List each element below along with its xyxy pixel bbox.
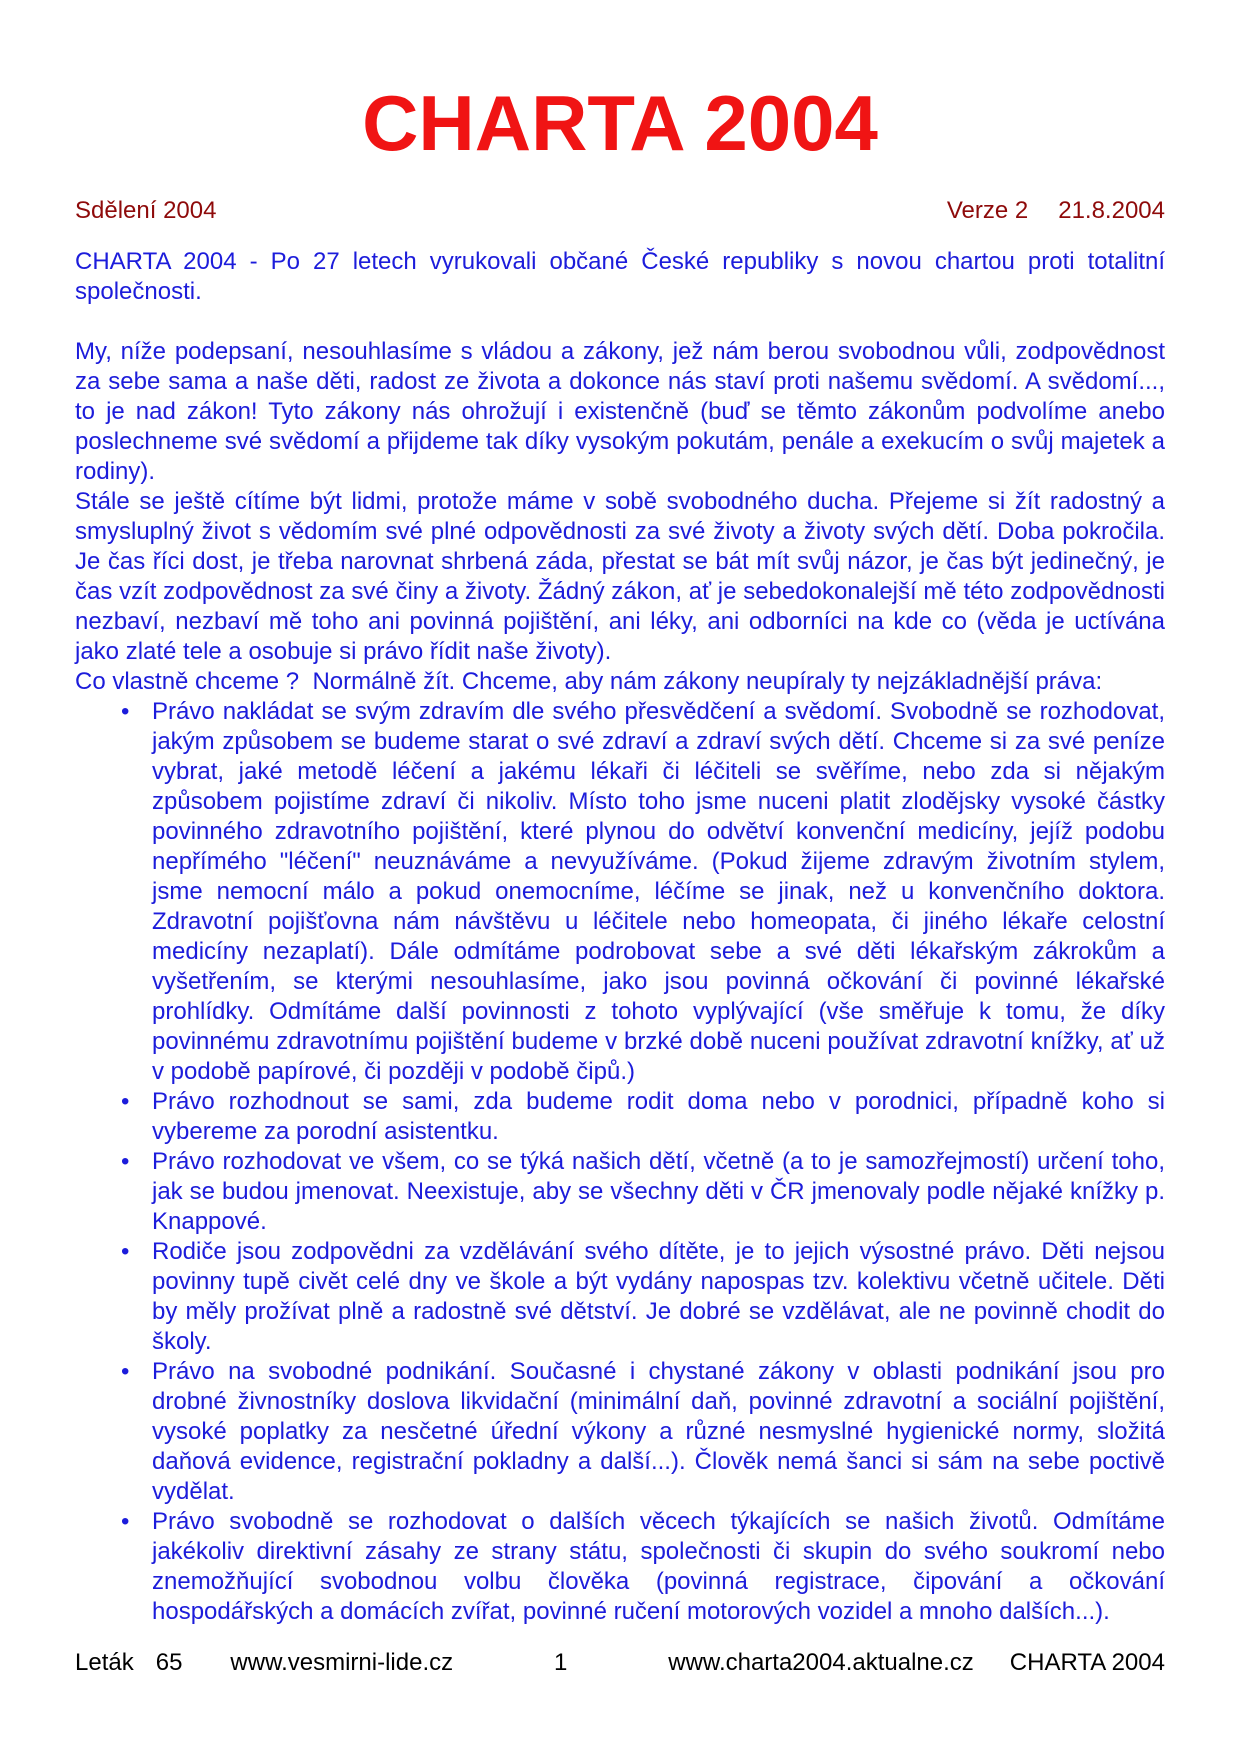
list-item: • Právo nakládat se svým zdravím dle svého přesvědčení a svědomí. Svobodně se rozhodovat, jakým způsobem se budeme starat o své zdraví a zdraví svých dětí. Chceme si za své peníze vybrat, jaké metodě léčení a jakému lékaři či léčiteli se svěříme, nebo zda si nějakým způsobem pojistíme zdraví či nikoliv. Místo toho jsme nuceni platit zlodějsky vysoké částky povinného zdravotního pojištění, které plynou do odvětví konvenční medicíny, jejíž podobu nepřímého "léčení" neuznáváme a nevyužíváme. (Pokud žijeme zdravým životním stylem, jsme nemocní málo a pokud onemocníme, léčíme se jinak, než u konvenčního doktora. Zdravotní pojišťovna nám návštěvu u léčitele nebo homeopata, či jiného lékaře celostní medicíny nezaplatí). Dále odmítáme podrobovat sebe a své děti lékařským zákrokům a vyšetřením, se kterými nesouhlasíme, jako jsou povinná očkování či povinné lékařské prohlídky. Odmítáme další povinnosti z tohoto vyplývající (vše směřuje k tomu, že díky povinnému zdravotnímu pojištění budeme v brzké době nuceni používat zdravotní knížky, ať už v podobě papírové, či později v podobě čipů.) — [75, 697, 1165, 1087]
footer-right-group — [668, 1648, 1165, 1678]
version-group — [947, 196, 1165, 226]
document-subtitle: Sdělení 2004 — [75, 197, 217, 224]
list-item: • Právo rozhodnout se sami, zda budeme rodit doma nebo v porodnici, případně koho si vybereme za porodní asistentku. — [75, 1087, 1165, 1147]
footer-left-url: www.vesmirni-lide.cz — [230, 1649, 454, 1676]
list-item: • Právo rozhodovat ve všem, co se týká našich dětí, včetně (a to je samozřejmostí) určení toho, jak se budou jmenovat. Neexistuje, aby se všechny děti v ČR jmenovaly podle nějaké knížky p. Knappové. — [75, 1147, 1165, 1237]
list-item: • Rodiče jsou zodpovědni za vzdělávání svého dítěte, je to jejich výsostné právo. Děti nejsou povinny tupě civět celé dny ve škole a být vydány napospas tzv. kolektivu včetně učitele. Děti by měly prožívat plně a radostně své dětství. Je dobré se vzdělávat, ale ne povinně chodit do školy. — [75, 1237, 1165, 1357]
page-title: CHARTA 2004 — [362, 79, 878, 167]
subheader-row — [75, 196, 1165, 226]
list-item: • Právo na svobodné podnikání. Současné i chystané zákony v oblasti podnikání jsou pro drobné živnostníky doslova likvidační (minimální daň, povinné zdravotní a sociální pojištění, vysoké poplatky za nesčetné úřední výkony a různé nesmyslné hygienické normy, složitá daňová evidence, registrační pokladny a další...). Člověk nemá šanci si sám na sebe poctivě vydělat. — [75, 1357, 1165, 1507]
footer-page-number: 1 — [554, 1649, 568, 1676]
intro-paragraph: CHARTA 2004 - Po 27 letech vyrukovali občané České republiky s novou chartou proti totalitní společnosti. — [75, 248, 1165, 305]
version-label: Verze 2 — [946, 197, 1029, 224]
footer-right-label: CHARTA 2004 — [1009, 1649, 1165, 1676]
paragraph: Stále se ještě cítíme být lidmi, protože máme v sobě svobodného ducha. Přejeme si žít radostný a smysluplný život s vědomím své plné odpovědnosti za své životy a životy svých dětí. Doba pokročila. Je čas říci dost, je třeba narovnat shrbená záda, přestat se bát mít svůj názor, je čas být jedinečný, je čas vzít zodpovědnost za své činy a životy. Žádný zákon, ať je sebedokonalejší mě této zodpovědnosti nezbaví, nezbaví mě toho ani povinná pojištění, ani léky, ani odborníci na kde co (věda je uctívána jako zlaté tele a osobuje si právo řídit naše životy). — [75, 488, 1165, 665]
rights-list — [75, 697, 1165, 1627]
document-body — [75, 247, 1165, 1627]
footer — [75, 1648, 1165, 1678]
paragraph: Co vlastně chceme ? Normálně žít. Chceme, aby nám zákony neupíraly ty nejzákladnější práva: — [75, 668, 1103, 695]
footer-left-group — [75, 1648, 453, 1678]
list-item: • Právo svobodně se rozhodovat o dalších věcech týkajících se našich životů. Odmítáme jakékoliv direktivní zásahy ze strany státu, společnosti či skupin do svého soukromí nebo znemožňující svobodnou volbu člověka (povinná registrace, čipování a očkování hospodářských a domácích zvířat, povinné ručení motorových vozidel a mnoho dalších...). — [75, 1507, 1165, 1627]
footer-leaflet-label: Leták — [75, 1649, 134, 1676]
footer-leaflet-number: 65 — [155, 1649, 183, 1676]
paragraph: My, níže podepsaní, nesouhlasíme s vládou a zákony, jež nám berou svobodnou vůli, zodpovědnost za sebe sama a naše děti, radost ze života a dokonce nás staví proti našemu svědomí. A svědomí..., to je nad zákon! Tyto zákony nás ohrožují i existenčně (buď se těmto zákonům podvolíme anebo poslechneme své svědomí a přijdeme tak díky vysokým pokutám, penále a exekucím o svůj majetek a rodiny). — [75, 338, 1165, 485]
footer-right-url: www.charta2004.aktualne.cz — [668, 1649, 974, 1676]
version-date: 21.8.2004 — [1058, 197, 1165, 224]
